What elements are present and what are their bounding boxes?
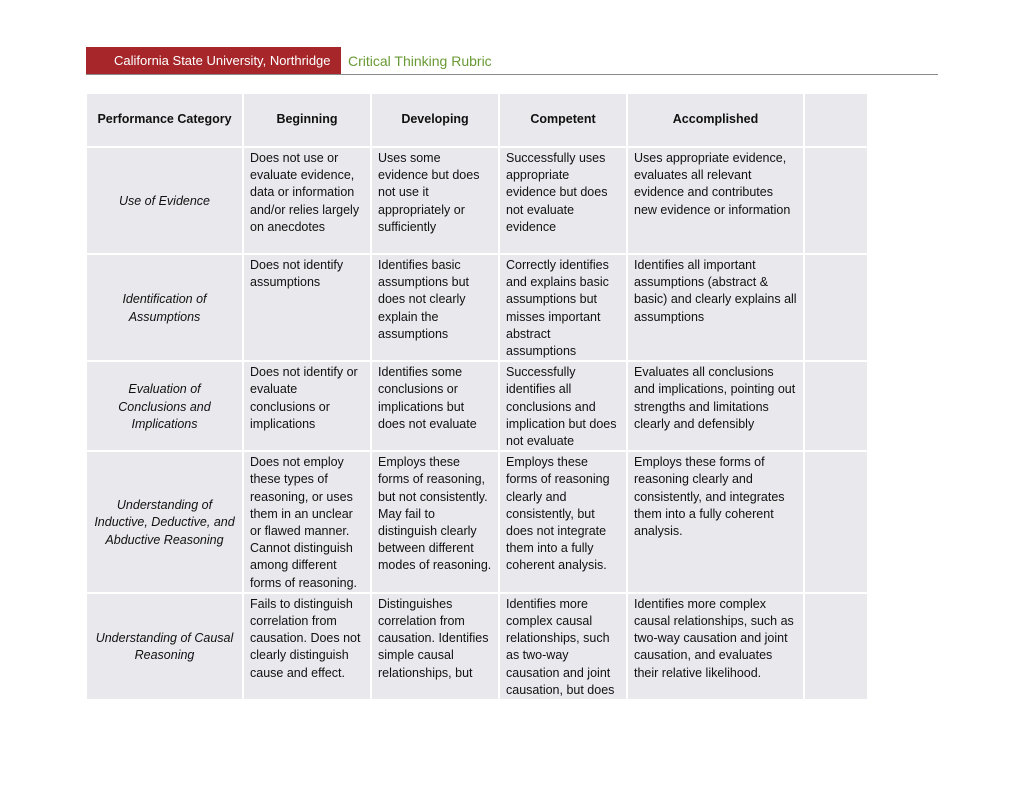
blank-cell [804, 254, 867, 361]
category-cell: Use of Evidence [87, 147, 243, 254]
table-row [87, 254, 867, 361]
header-blank [804, 94, 867, 147]
category-cell: Identification of Assumptions [87, 254, 243, 361]
rubric-table [87, 94, 867, 701]
university-banner: California State University, Northridge [86, 47, 341, 75]
table-header-row [87, 94, 867, 147]
accomplished-cell: Identifies all important assumptions (abstract & basic) and clearly explains all assumptions [627, 254, 804, 361]
developing-cell: Identifies basic assumptions but does not clearly explain the assumptions [371, 254, 499, 361]
table-row [87, 361, 867, 451]
beginning-cell: Does not identify assumptions [243, 254, 371, 361]
beginning-cell: Does not identify or evaluate conclusions or implications [243, 361, 371, 451]
header-performance-category: Performance Category [87, 94, 243, 147]
beginning-cell: Fails to distinguish correlation from causation. Does not clearly distinguish cause and effect. [243, 593, 371, 700]
accomplished-cell: Employs these forms of reasoning clearly and consistently, and integrates them into a fully coherent analysis. [627, 451, 804, 593]
developing-cell: Identifies some conclusions or implications but does not evaluate [371, 361, 499, 451]
blank-cell [804, 593, 867, 700]
header-accomplished: Accomplished [627, 94, 804, 147]
accomplished-cell: Evaluates all conclusions and implications, pointing out strengths and limitations clearly and defensibly [627, 361, 804, 451]
beginning-cell: Does not employ these types of reasoning, or uses them in an unclear or flawed manner. Cannot distinguish among different forms of reasoning. [243, 451, 371, 593]
accomplished-cell: Identifies more complex causal relationships, such as two-way causation and joint causation, and evaluates their relative likelihood. [627, 593, 804, 700]
table-row [87, 593, 867, 700]
blank-cell [804, 451, 867, 593]
table-row [87, 147, 867, 254]
blank-cell [804, 361, 867, 451]
header-developing: Developing [371, 94, 499, 147]
header-competent: Competent [499, 94, 627, 147]
competent-cell: Identifies more complex causal relationships, such as two-way causation and joint causation, but does [499, 593, 627, 700]
beginning-cell: Does not use or evaluate evidence, data or information and/or relies largely on anecdotes [243, 147, 371, 254]
category-cell: Evaluation of Conclusions and Implications [87, 361, 243, 451]
document-header [86, 47, 938, 76]
blank-cell [804, 147, 867, 254]
rubric-title: Critical Thinking Rubric [348, 53, 492, 69]
developing-cell: Employs these forms of reasoning, but not consistently. May fail to distinguish clearly between different modes of reasoning. [371, 451, 499, 593]
competent-cell: Successfully uses appropriate evidence but does not evaluate evidence [499, 147, 627, 254]
header-divider [86, 74, 938, 75]
competent-cell: Correctly identifies and explains basic assumptions but misses important abstract assumptions [499, 254, 627, 361]
category-cell: Understanding of Inductive, Deductive, and Abductive Reasoning [87, 451, 243, 593]
developing-cell: Uses some evidence but does not use it appropriately or sufficiently [371, 147, 499, 254]
developing-cell: Distinguishes correlation from causation. Identifies simple causal relationships, but [371, 593, 499, 700]
category-cell: Understanding of Causal Reasoning [87, 593, 243, 700]
competent-cell: Employs these forms of reasoning clearly and consistently, but does not integrate them into a fully coherent analysis. [499, 451, 627, 593]
table-row [87, 451, 867, 593]
competent-cell: Successfully identifies all conclusions and implication but does not evaluate [499, 361, 627, 451]
accomplished-cell: Uses appropriate evidence, evaluates all relevant evidence and contributes new evidence or information [627, 147, 804, 254]
header-beginning: Beginning [243, 94, 371, 147]
